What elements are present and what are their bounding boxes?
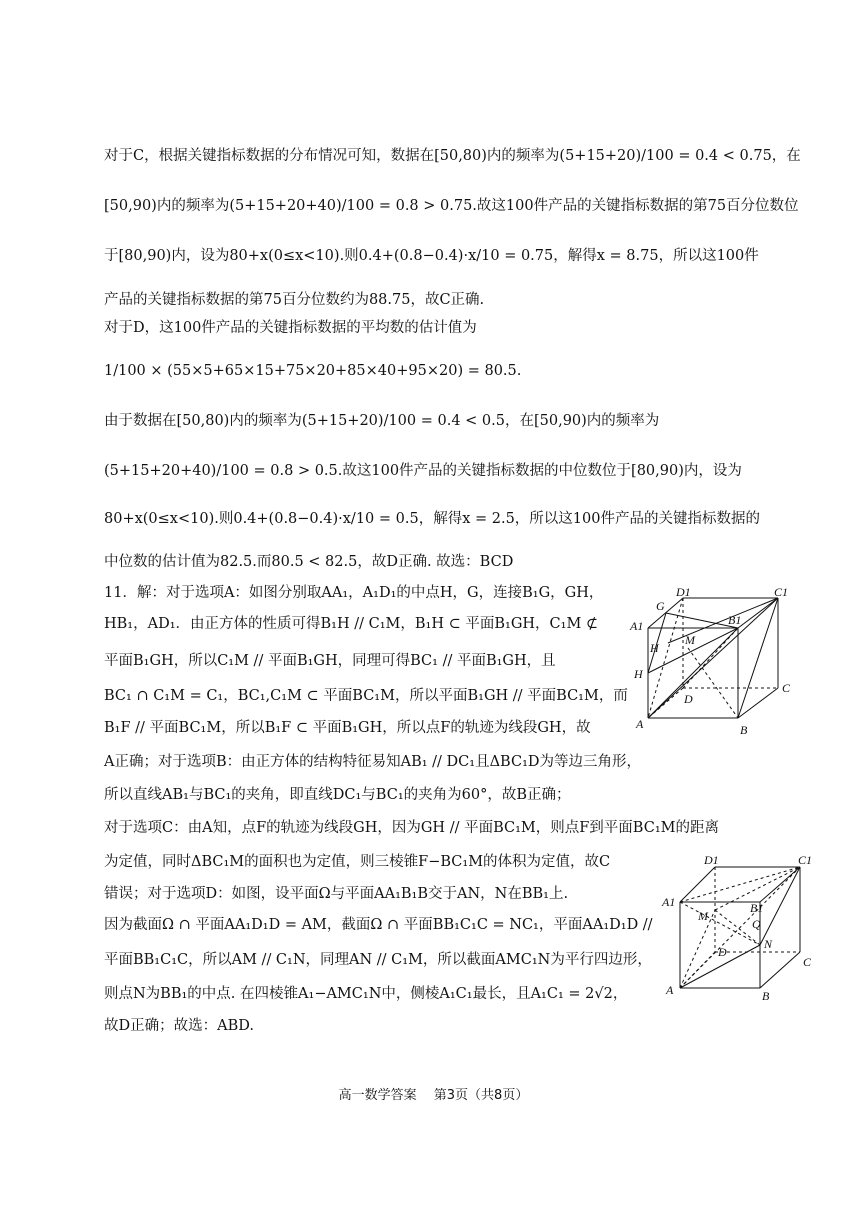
label-b1: B1	[750, 901, 764, 915]
cube-figure-1	[628, 588, 798, 748]
text-line: 对于选项C：由A知，点F的轨迹为线段GH，因为GH // 平面BC₁M，则点F到平面BC₁M的距离	[104, 820, 719, 836]
text-line: 错误；对于选项D：如图，设平面Ω与平面AA₁B₁B交于AN，N在BB₁上.	[104, 886, 569, 902]
label-d1: D1	[676, 588, 691, 599]
text-line: B₁F // 平面BC₁M，所以B₁F ⊂ 平面B₁GH，所以点F的轨迹为线段GH，故	[104, 720, 591, 736]
label-a1: A1	[662, 895, 676, 909]
label-n: N	[764, 937, 773, 951]
label-b: B	[762, 989, 770, 1003]
label-m: M	[685, 633, 695, 647]
label-q: Q	[752, 917, 761, 931]
text-line: 对于D，这100件产品的关键指标数据的平均数的估计值为	[104, 320, 477, 336]
text-line: HB₁，AD₁．由正方体的性质可得B₁H // C₁M，B₁H ⊂ 平面B₁GH，C₁M ⊄	[104, 616, 599, 632]
text-line: 对于C，根据关键指标数据的分布情况可知，数据在[50,80)内的频率为(5+15+20)/100 = 0.4 < 0.75，在	[104, 148, 801, 164]
text-line: 所以直线AB₁与BC₁的夹角，即直线DC₁与BC₁的夹角为60°，故B正确；	[104, 787, 571, 803]
text-line: [50,90)内的频率为(5+15+20+40)/100 = 0.8 > 0.75.故这100件产品的关键指标数据的第75百分位数位	[104, 198, 799, 214]
label-a: A	[636, 717, 644, 731]
text-line: 中位数的估计值为82.5.而80.5 < 82.5，故D正确. 故选：BCD	[104, 554, 514, 570]
text-line: (5+15+20+40)/100 = 0.8 > 0.5.故这100件产品的关键指标数据的中位数位于[80,90)内，设为	[104, 463, 742, 479]
text-line: 平面BB₁C₁C，所以AM // C₁N，同理AN // C₁M，所以截面AMC₁N为平行四边形，	[104, 952, 652, 968]
text-line: 平面B₁GH，所以C₁M // 平面B₁GH，同理可得BC₁ // 平面B₁GH，且	[104, 653, 556, 669]
text-line: 为定值，同时ΔBC₁M的面积也为定值，则三棱锥F−BC₁M的体积为定值，故C	[104, 854, 611, 870]
text-line: 1/100 × (55×5+65×15+75×20+85×40+95×20) = 80.5.	[104, 363, 522, 379]
label-g: G	[656, 599, 665, 613]
text-line: 11．解：对于选项A：如图分别取AA₁，A₁D₁的中点H，G，连接B₁G，GH，	[104, 585, 604, 601]
page-footer: 高一数学答案 第3页（共8页）	[338, 1088, 529, 1103]
label-c1: C1	[774, 588, 789, 599]
label-a1: A1	[630, 619, 644, 633]
cube-figure-2	[660, 852, 830, 1012]
text-line: 80+x(0≤x<10).则0.4+(0.8−0.4)·x/10 = 0.5，解得x = 2.5，所以这100件产品的关键指标数据的	[104, 511, 760, 527]
text-line: 故D正确；故选：ABD.	[104, 1018, 254, 1034]
text-line: 则点N为BB₁的中点. 在四棱锥A₁−AMC₁N中，侧棱A₁C₁最长，且A₁C₁ = 2√2，	[104, 986, 628, 1002]
text-line: 产品的关键指标数据的第75百分位数约为88.75，故C正确.	[104, 292, 485, 308]
text-line: 因为截面Ω ∩ 平面AA₁D₁D = AM，截面Ω ∩ 平面BB₁C₁C = NC₁，平面AA₁D₁D //	[104, 917, 653, 933]
label-h-top: H	[650, 641, 659, 655]
label-h: H	[634, 667, 643, 681]
label-b1: B1	[728, 613, 742, 627]
label-m: M	[698, 909, 708, 923]
label-c1: C1	[798, 853, 813, 867]
text-line: 由于数据在[50,80)内的频率为(5+15+20)/100 = 0.4 < 0.5，在[50,90)内的频率为	[104, 413, 660, 429]
label-d1: D1	[704, 853, 719, 867]
text-line: 于[80,90)内，设为80+x(0≤x<10).则0.4+(0.8−0.4)·x/10 = 0.75，解得x = 8.75，所以这100件	[104, 248, 759, 264]
label-c: C	[803, 955, 812, 969]
label-d: D	[718, 945, 727, 959]
text-line: BC₁ ∩ C₁M = C₁，BC₁,C₁M ⊂ 平面BC₁M，所以平面B₁GH // 平面BC₁M，而	[104, 688, 628, 704]
label-a: A	[666, 983, 674, 997]
text-line: A正确；对于选项B：由正方体的结构特征易知AB₁ // DC₁且ΔBC₁D为等边三角形，	[104, 754, 642, 770]
label-b: B	[740, 723, 748, 737]
label-c: C	[782, 681, 791, 695]
label-d: D	[684, 692, 693, 706]
